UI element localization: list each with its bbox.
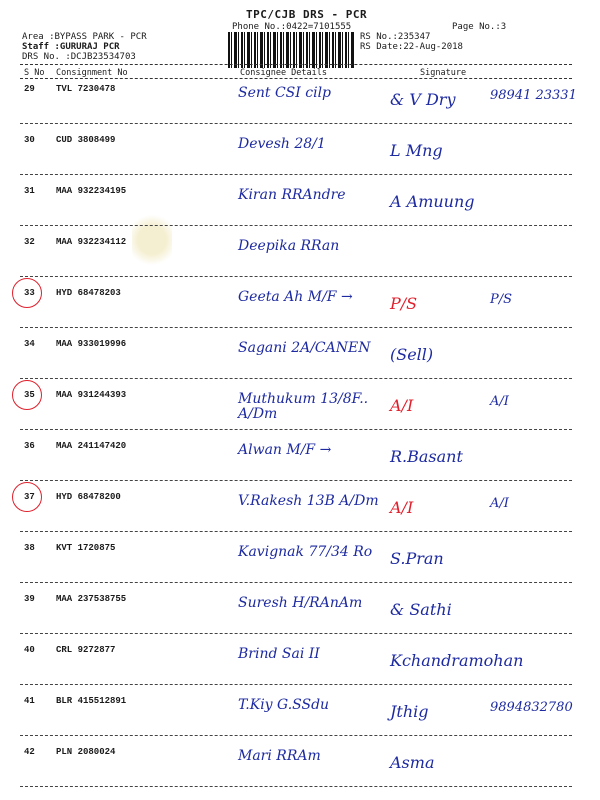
row-consignment-no: MAA 931244393 [56,390,127,400]
row-sno: 42 [24,747,35,757]
row-sno: 39 [24,594,35,604]
row-signature-handwriting: & Sathi [390,600,452,619]
row-consignment-no: BLR 415512891 [56,696,127,706]
table-row [0,592,600,638]
row-consignee-handwriting: Deepika RRan [238,238,340,254]
row-signature-handwriting: R.Basant [390,447,463,466]
staff-label: Staff :GURURAJ PCR [22,42,120,52]
red-circle-mark [12,482,42,512]
row-signature-handwriting: A/I [390,498,414,517]
row-consignment-no: HYD 68478200 [56,492,121,502]
table-row [0,337,600,383]
barcode [228,32,354,68]
red-circle-mark [12,278,42,308]
row-consignment-no: MAA 241147420 [56,441,127,451]
row-signature-handwriting: A/I [390,396,414,415]
row-sno: 37 [24,492,35,502]
row-consignee-handwriting: Kavignak 77/34 Ro [238,544,373,560]
row-sno: 34 [24,339,35,349]
row-signature-handwriting: L Mng [390,141,443,160]
row-consignee-handwriting: Kiran RRAndre [238,187,346,203]
row-consignment-no: MAA 933019996 [56,339,127,349]
row-sno: 40 [24,645,35,655]
row-divider [20,276,572,277]
drs-number: DRS No. :DCJB23534703 [22,52,136,62]
row-signature-handwriting: (Sell) [390,345,434,364]
rs-date: RS Date:22-Aug-2018 [360,42,463,52]
row-consignee-handwriting: Brind Sai II [238,646,320,662]
table-row [0,643,600,689]
table-row [0,82,600,128]
row-divider [20,378,572,379]
row-consignee-handwriting: Muthukum 13/8F.. A/Dm [238,391,369,422]
row-extra-handwriting: 9894832780 [490,700,573,715]
table-row [0,490,600,536]
row-consignment-no: MAA 932234195 [56,186,127,196]
row-divider [20,480,572,481]
row-extra-handwriting: A/I [490,496,509,511]
row-sno: 38 [24,543,35,553]
row-consignee-handwriting: V.Rakesh 13B A/Dm [238,493,379,509]
area-label: Area :BYPASS PARK - PCR [22,32,147,42]
row-sno: 35 [24,390,35,400]
row-signature-handwriting: Asma [390,753,435,772]
column-header-divider [20,78,572,79]
table-row [0,541,600,587]
row-consignment-no: MAA 237538755 [56,594,127,604]
row-signature-handwriting: A Amuung [390,192,475,211]
row-divider [20,633,572,634]
row-sno: 32 [24,237,35,247]
column-header-consignee: Consignee Details [240,68,327,78]
row-consignment-no: PLN 2080024 [56,747,116,757]
row-consignee-handwriting: Sent CSI cilp [238,85,332,101]
row-sno: 30 [24,135,35,145]
row-consignment-no: KVT 1720875 [56,543,116,553]
page-number: Page No.:3 [452,22,507,32]
row-divider [20,174,572,175]
table-row [0,745,600,791]
column-header-sno: S No [24,68,45,78]
row-signature-handwriting: P/S [390,294,418,313]
row-consignee-handwriting: Suresh H/RAnAm [238,595,363,611]
table-row [0,235,600,281]
row-consignee-handwriting: Mari RRAm [238,748,321,764]
row-divider [20,225,572,226]
row-consignee-handwriting: Geeta Ah M/F → [238,289,353,305]
red-circle-mark [12,380,42,410]
table-row [0,133,600,179]
rs-number: RS No.:235347 [360,32,431,42]
row-sno: 31 [24,186,35,196]
row-consignment-no: CRL 9272877 [56,645,116,655]
row-sno: 36 [24,441,35,451]
row-signature-handwriting: Kchandramohan [390,651,524,670]
table-row [0,388,600,434]
row-consignment-no: TVL 7230478 [56,84,116,94]
row-divider [20,735,572,736]
header-divider [20,64,572,65]
row-consignee-handwriting: Devesh 28/1 [238,136,326,152]
row-divider [20,582,572,583]
row-divider [20,429,572,430]
row-signature-handwriting: & V Dry [390,90,456,109]
table-row [0,286,600,332]
row-extra-handwriting: A/I [490,394,509,409]
row-divider [20,684,572,685]
row-sno: 41 [24,696,35,706]
table-row [0,184,600,230]
row-sno: 29 [24,84,35,94]
row-consignment-no: MAA 932234112 [56,237,127,247]
row-extra-handwriting: P/S [490,292,513,307]
row-divider [20,123,572,124]
row-divider [20,531,572,532]
phone-number: Phone No.:0422=7101555 [232,22,352,32]
row-sno: 33 [24,288,35,298]
row-consignee-handwriting: Sagani 2A/CANEN [238,340,371,356]
row-consignee-handwriting: Alwan M/F → [238,442,332,458]
row-extra-handwriting: 98941 23331 [490,88,577,103]
row-consignment-no: HYD 68478203 [56,288,121,298]
row-consignment-no: CUD 3808499 [56,135,116,145]
table-row [0,694,600,740]
row-signature-handwriting: Jthig [390,702,429,721]
row-consignee-handwriting: T.Kiy G.SSdu [238,697,330,713]
table-row [0,439,600,485]
row-divider [20,786,572,787]
row-signature-handwriting: S.Pran [390,549,444,568]
document-title: TPC/CJB DRS - PCR [246,8,368,21]
column-header-consignment: Consignment No [56,68,128,78]
row-divider [20,327,572,328]
column-header-signature: Signature [420,68,467,78]
